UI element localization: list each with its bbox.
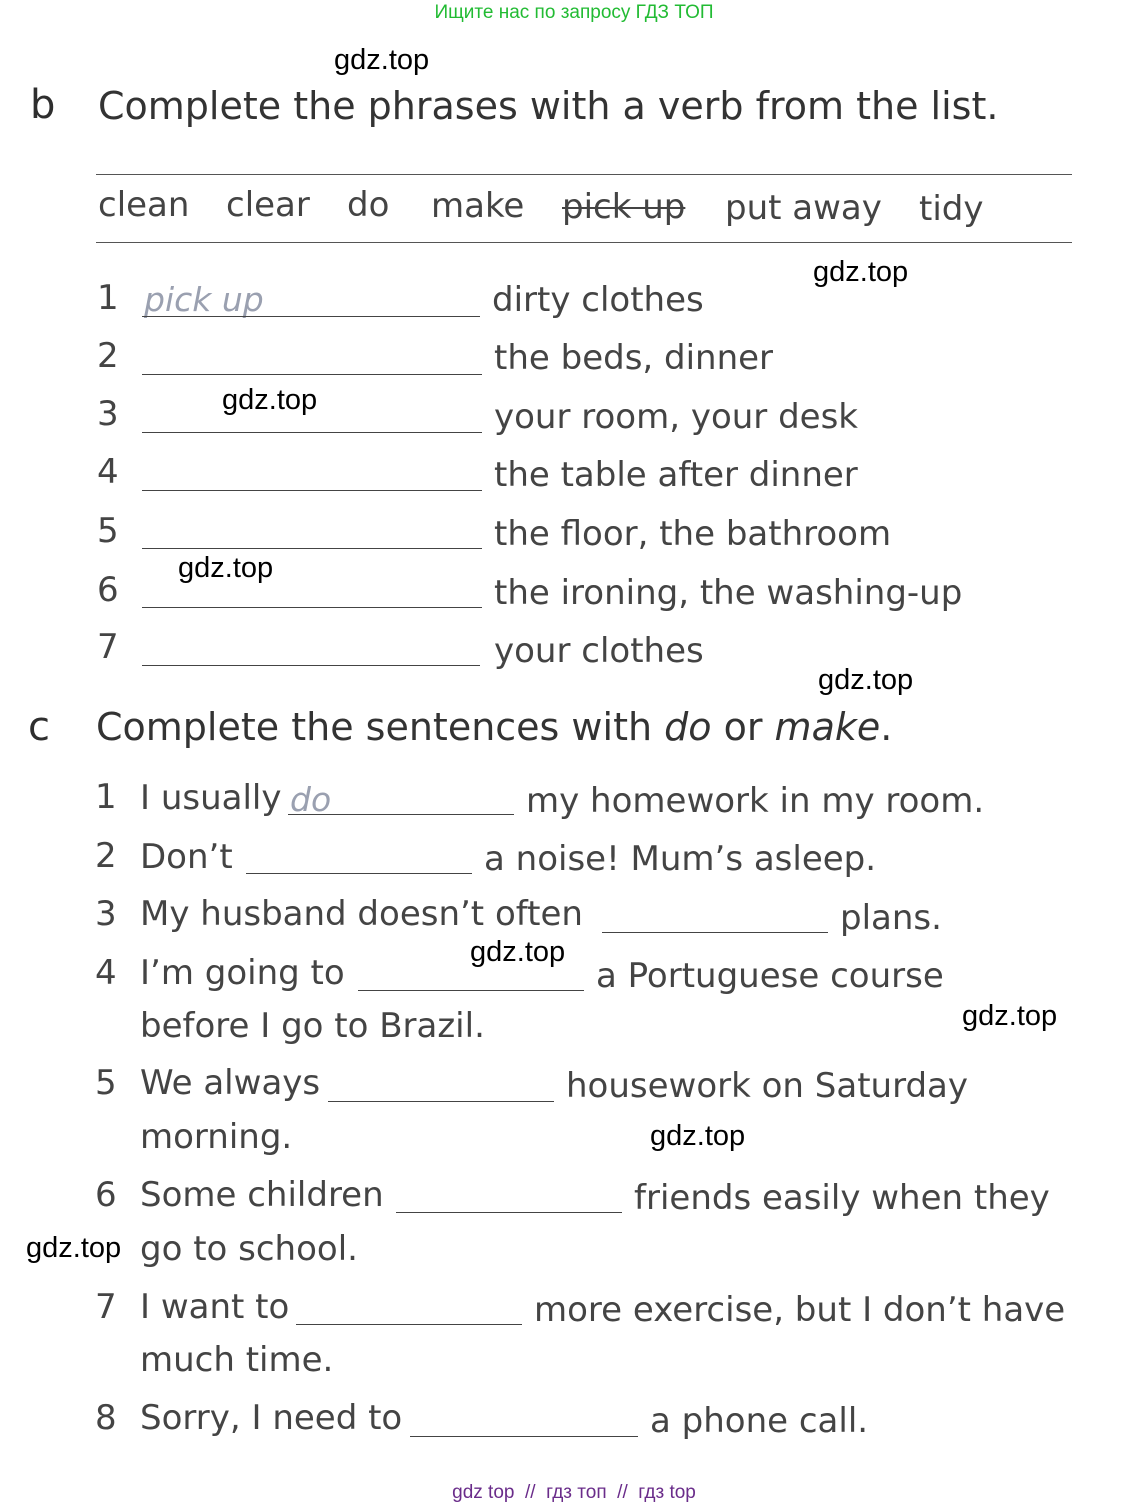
b-item-1-answer[interactable]: pick up bbox=[144, 280, 264, 319]
watermark: gdz.top bbox=[962, 1000, 1058, 1032]
c-item-5-blank[interactable] bbox=[328, 1101, 554, 1102]
watermark: gdz.top bbox=[26, 1232, 122, 1264]
b-item-5-phrase: the floor, the bathroom bbox=[494, 514, 892, 554]
b-item-4-number: 4 bbox=[97, 452, 119, 492]
section-c-title: Complete the sentences with do or make. bbox=[96, 705, 893, 749]
word-pick-up-crossed: pick up bbox=[562, 187, 686, 227]
c-item-6-number: 6 bbox=[95, 1175, 117, 1215]
c-item-7-number: 7 bbox=[95, 1287, 117, 1327]
b-item-1-number: 1 bbox=[97, 278, 119, 318]
c-item-2-after: a noise! Mum’s asleep. bbox=[484, 839, 877, 879]
b-item-2-number: 2 bbox=[97, 336, 119, 376]
word-box-bottom-rule bbox=[96, 242, 1072, 243]
b-item-4-phrase: the table after dinner bbox=[494, 455, 858, 495]
watermark: gdz.top bbox=[178, 552, 274, 584]
c-item-4-continuation: before I go to Brazil. bbox=[140, 1006, 485, 1046]
c-item-3-number: 3 bbox=[95, 894, 117, 934]
b-item-3-number: 3 bbox=[97, 394, 119, 434]
b-item-6-phrase: the ironing, the washing-up bbox=[494, 573, 963, 613]
b-item-7-phrase: your clothes bbox=[494, 631, 704, 671]
watermark: gdz.top bbox=[818, 664, 914, 696]
c-item-5-before: We always bbox=[140, 1063, 321, 1103]
c-item-1-before: I usually bbox=[140, 778, 282, 818]
c-item-1-blank[interactable] bbox=[288, 814, 514, 815]
c-item-8-blank[interactable] bbox=[410, 1436, 638, 1437]
b-item-4-blank[interactable] bbox=[142, 490, 482, 491]
c-item-3-blank[interactable] bbox=[602, 932, 828, 933]
c-item-6-blank[interactable] bbox=[396, 1212, 622, 1213]
section-b-title: Complete the phrases with a verb from the list. bbox=[98, 84, 999, 128]
c-item-3-after: plans. bbox=[840, 898, 942, 938]
watermark: gdz.top bbox=[650, 1120, 746, 1152]
b-item-7-number: 7 bbox=[97, 627, 119, 667]
c-item-2-before: Don’t bbox=[140, 837, 233, 877]
watermark: gdz.top bbox=[470, 936, 566, 968]
b-item-5-number: 5 bbox=[97, 511, 119, 551]
c-item-5-after: housework on Saturday bbox=[566, 1066, 968, 1106]
b-item-3-blank[interactable] bbox=[142, 432, 482, 433]
b-item-1-blank[interactable] bbox=[142, 316, 480, 317]
section-c-letter: c bbox=[28, 704, 50, 750]
c-item-1-answer[interactable]: do bbox=[290, 780, 332, 819]
c-item-4-blank[interactable] bbox=[358, 990, 584, 991]
c-item-8-before: Sorry, I need to bbox=[140, 1398, 403, 1438]
c-item-1-number: 1 bbox=[95, 777, 117, 817]
c-item-6-continuation: go to school. bbox=[140, 1229, 358, 1269]
b-item-6-blank[interactable] bbox=[142, 607, 482, 608]
c-item-2-number: 2 bbox=[95, 836, 117, 876]
b-item-1-phrase: dirty clothes bbox=[492, 280, 704, 320]
footer-links[interactable]: gdz top // гдз топ // гдз top bbox=[452, 1482, 696, 1503]
watermark: gdz.top bbox=[222, 384, 318, 416]
word-clean: clean bbox=[98, 185, 190, 225]
word-put-away: put away bbox=[725, 188, 882, 228]
c-item-5-number: 5 bbox=[95, 1063, 117, 1103]
c-item-3-before: My husband doesn’t often bbox=[140, 894, 583, 934]
c-item-4-number: 4 bbox=[95, 953, 117, 993]
word-box-top-rule bbox=[96, 174, 1072, 175]
c-item-4-before: I’m going to bbox=[140, 953, 345, 993]
b-item-2-blank[interactable] bbox=[142, 374, 482, 375]
c-item-4-after: a Portuguese course bbox=[596, 956, 944, 996]
c-item-7-after: more exercise, but I don’t have bbox=[534, 1290, 1066, 1330]
word-clear: clear bbox=[226, 185, 310, 225]
c-item-5-continuation: morning. bbox=[140, 1117, 293, 1157]
top-banner: Ищите нас по запросу ГДЗ ТОП bbox=[434, 2, 714, 23]
word-make: make bbox=[431, 186, 525, 226]
c-item-6-after: friends easily when they bbox=[634, 1178, 1050, 1218]
c-item-2-blank[interactable] bbox=[246, 873, 472, 874]
c-item-7-blank[interactable] bbox=[296, 1324, 522, 1325]
c-item-7-before: I want to bbox=[140, 1287, 290, 1327]
b-item-3-phrase: your room, your desk bbox=[494, 397, 858, 437]
c-item-7-continuation: much time. bbox=[140, 1340, 334, 1380]
watermark: gdz.top bbox=[334, 44, 430, 76]
section-b-letter: b bbox=[30, 82, 56, 128]
b-item-2-phrase: the beds, dinner bbox=[494, 338, 774, 378]
c-item-8-number: 8 bbox=[95, 1398, 117, 1438]
b-item-5-blank[interactable] bbox=[142, 548, 482, 549]
word-do: do bbox=[347, 185, 390, 225]
word-tidy: tidy bbox=[919, 189, 984, 229]
c-item-8-after: a phone call. bbox=[650, 1401, 869, 1441]
b-item-7-blank[interactable] bbox=[142, 665, 480, 666]
c-item-1-after: my homework in my room. bbox=[526, 781, 985, 821]
b-item-6-number: 6 bbox=[97, 570, 119, 610]
watermark: gdz.top bbox=[813, 256, 909, 288]
c-item-6-before: Some children bbox=[140, 1175, 384, 1215]
